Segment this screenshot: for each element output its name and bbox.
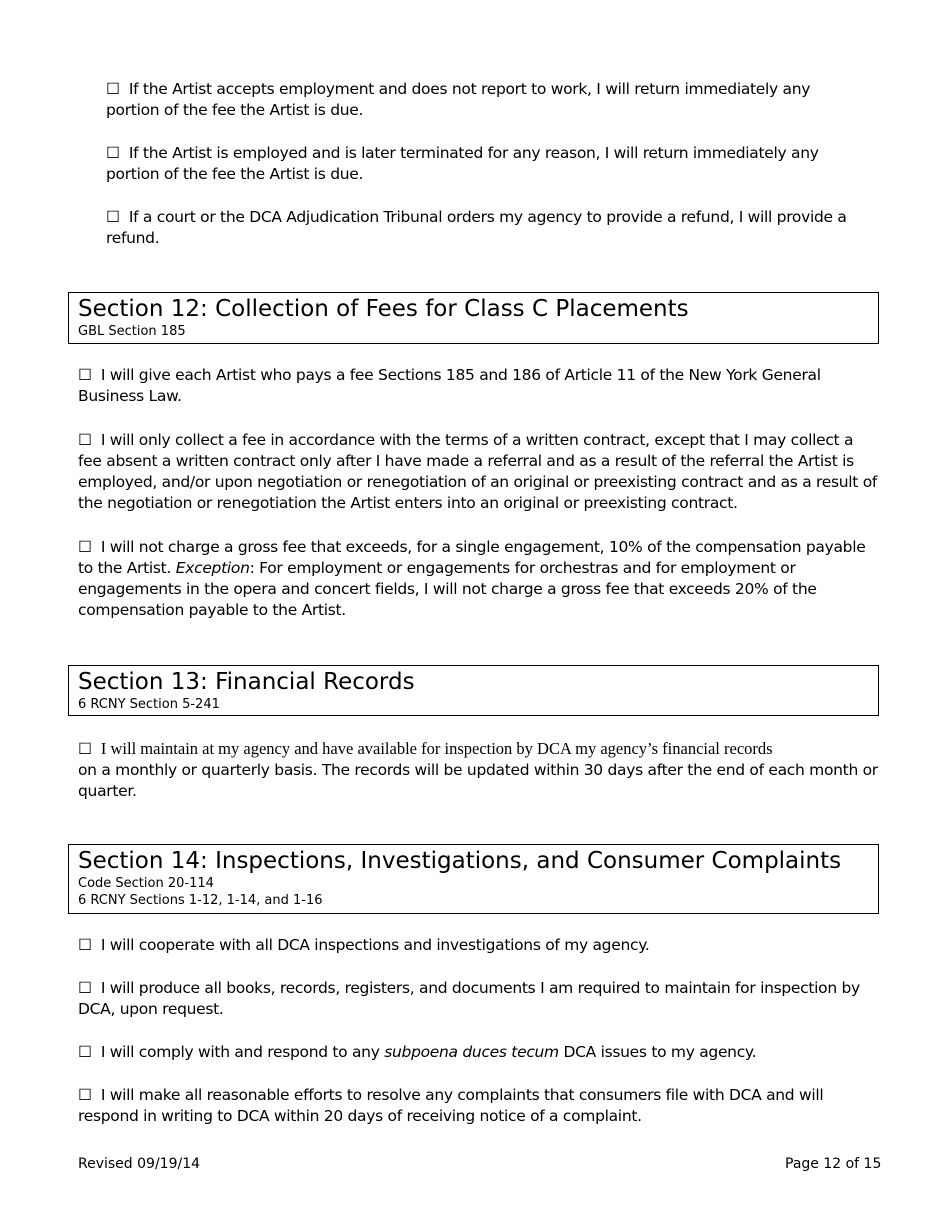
checkbox-icon[interactable]: ☐ (78, 366, 92, 384)
subpoena-term: subpoena duces tecum (384, 1043, 559, 1061)
checkbox-icon[interactable]: ☐ (78, 979, 92, 997)
section-13-item-1 (78, 738, 878, 802)
section-12-item-3-text: I will not charge a gross fee that exceeds, for a single engagement, 10% of the compensation payable to the Artist. (78, 538, 866, 577)
exception-label: Exception (175, 559, 250, 577)
section-12-title: Section 12: Collection of Fees for Class C Placements (78, 296, 689, 322)
section-13-item-1-text: on a monthly or quarterly basis. The records will be updated within 30 days after the end of each month or quarter. (78, 761, 878, 800)
section-14-title: Section 14: Inspections, Investigations, and Consumer Complaints (78, 848, 842, 874)
checkbox-icon[interactable]: ☐ (106, 144, 120, 162)
refund-terminated-item (106, 143, 866, 185)
section-12-item-3 (78, 537, 878, 621)
revised-date: Revised 09/19/14 (78, 1156, 201, 1172)
checkbox-icon[interactable]: ☐ (78, 1043, 92, 1061)
section-12-item-2 (78, 430, 878, 514)
section-14-item-3-text-end: DCA issues to my agency. (563, 1043, 757, 1061)
section-14-item-1-text: I will cooperate with all DCA inspections and investigations of my agency. (100, 936, 650, 954)
section-14-item-2 (78, 978, 878, 1020)
refund-court-order-text: If a court or the DCA Adjudication Tribunal orders my agency to provide a refund, I will provide a refund. (106, 208, 847, 247)
section-12-item-3-exception-text: : For employment or engagements for orchestras and for employment or engagements in the opera and concert fields, I will not charge a gross fee that exceeds 20% of the compensation payable to the Artist. (78, 559, 817, 619)
section-13-title: Section 13: Financial Records (78, 669, 415, 695)
section-12-header (68, 292, 879, 344)
checkbox-icon[interactable]: ☐ (106, 80, 120, 98)
checkbox-icon[interactable]: ☐ (78, 431, 92, 449)
refund-court-order-item (106, 207, 866, 249)
checkbox-icon[interactable]: ☐ (106, 208, 120, 226)
refund-terminated-text: If the Artist is employed and is later terminated for any reason, I will return immediately any portion of the fee the Artist is due. (106, 144, 819, 183)
checkbox-icon[interactable]: ☐ (78, 936, 92, 954)
section-14-item-4-text: I will make all reasonable efforts to resolve any complaints that consumers file with DCA and will respond in writing to DCA within 20 days of receiving notice of a complaint. (78, 1086, 824, 1125)
section-14-subtitle-2: 6 RCNY Sections 1-12, 1-14, and 1-16 (78, 893, 323, 908)
section-14-header (68, 844, 879, 914)
page-number: Page 12 of 15 (785, 1156, 882, 1172)
section-14-item-3-text: I will comply with and respond to any (100, 1043, 380, 1061)
section-14-item-4 (78, 1085, 878, 1127)
refund-no-report-item (106, 79, 866, 121)
section-13-header (68, 665, 879, 716)
checkbox-icon[interactable]: ☐ (78, 1086, 92, 1104)
section-12-item-1 (78, 365, 878, 407)
section-14-item-1 (78, 935, 878, 956)
refund-no-report-text: If the Artist accepts employment and does not report to work, I will return immediately any portion of the fee the Artist is due. (106, 80, 811, 119)
section-14-item-2-text: I will produce all books, records, registers, and documents I am required to maintain for inspection by DCA, upon request. (78, 979, 860, 1018)
section-12-item-2-text: I will only collect a fee in accordance with the terms of a written contract, except that I may collect a fee absent a written contract only after I have made a referral and as a result of the referral the Artist is employed, and/or upon negotiation or renegotiation of an original or preexisting contract and as a result of the negotiation or renegotiation the Artist enters into an original or preexisting contract. (78, 431, 878, 512)
section-13-subtitle: 6 RCNY Section 5-241 (78, 697, 220, 712)
section-14-item-3 (78, 1042, 878, 1063)
checkbox-icon[interactable]: ☐ (78, 740, 92, 758)
section-13-item-1-text-serif: I will maintain at my agency and have available for inspection by DCA my agency’s financial records (100, 739, 773, 758)
checkbox-icon[interactable]: ☐ (78, 538, 92, 556)
section-12-item-1-text: I will give each Artist who pays a fee Sections 185 and 186 of Article 11 of the New York General Business Law. (78, 366, 821, 405)
section-12-subtitle: GBL Section 185 (78, 324, 186, 339)
section-14-subtitle-1: Code Section 20-114 (78, 876, 214, 891)
